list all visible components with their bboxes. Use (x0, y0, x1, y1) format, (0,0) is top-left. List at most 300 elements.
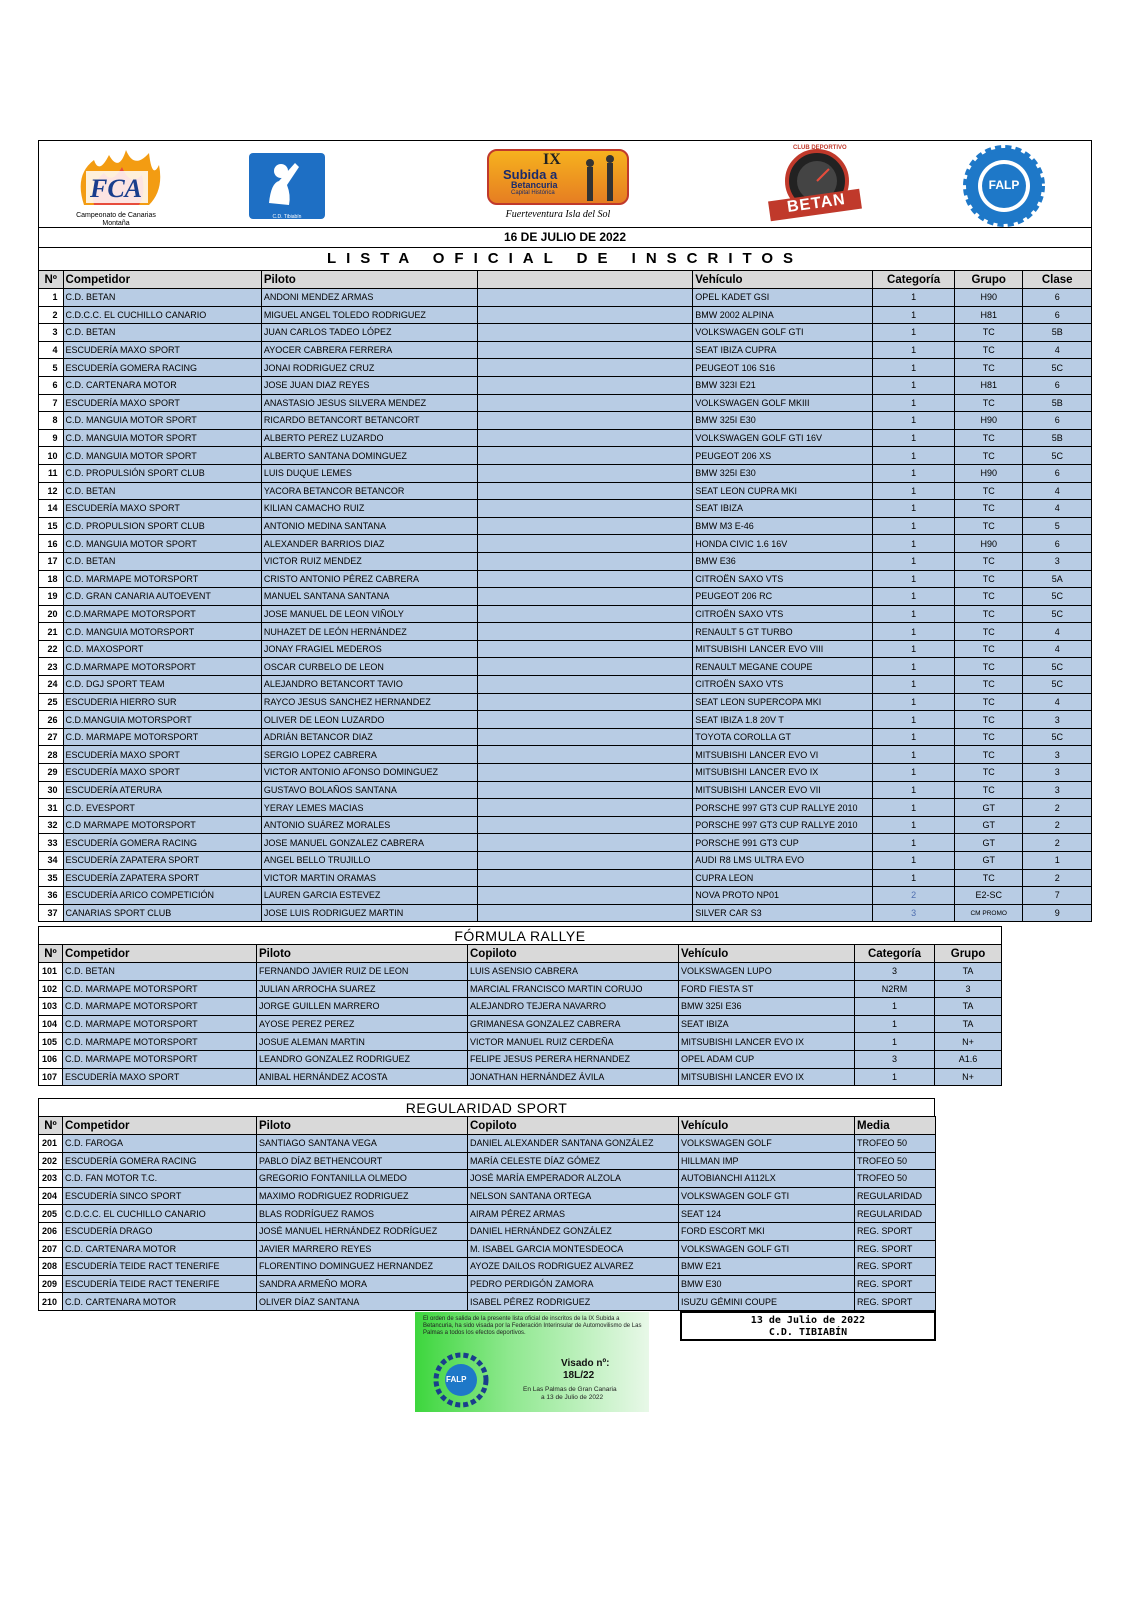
cell-category: 1 (873, 623, 955, 641)
cell-number: 203 (39, 1170, 63, 1188)
cell-class: 6 (1023, 535, 1092, 553)
cell-blank (477, 482, 693, 500)
table-row (39, 799, 1092, 817)
cell-pilot: ALEXANDER BARRIOS DIAZ (261, 535, 477, 553)
cell-group: TC (954, 500, 1022, 518)
table-row (39, 1152, 936, 1170)
header-pilot: Piloto (257, 1117, 468, 1135)
cell-category: 1 (873, 869, 955, 887)
cell-competitor: C.D. MANGUIA MOTOR SPORT (63, 412, 261, 430)
cell-category: 1 (873, 394, 955, 412)
cell-competitor: C.D. EVESPORT (63, 799, 261, 817)
cell-number: 205 (39, 1205, 63, 1223)
cell-media: REGULARIDAD (855, 1187, 936, 1205)
cell-category: 1 (873, 412, 955, 430)
cell-category: 1 (873, 570, 955, 588)
cell-number: 27 (39, 728, 64, 746)
cell-competitor: C.D. MARMAPE MOTORSPORT (63, 1033, 257, 1051)
betan-text: BETAN (786, 190, 847, 217)
event-logo (487, 149, 629, 225)
cell-competitor: C.D. FAROGA (63, 1135, 257, 1153)
cell-group: GT (954, 834, 1022, 852)
cell-competitor: ESCUDERÍA ZAPATERA SPORT (63, 852, 261, 870)
stamp-text: El orden de salida de la presente lista oficial de inscritos de la IX Subida a Betancuria, ha sido visada por la Federación Interinsular de Automovilismo de Las Palmas a todos los efectos deportivos. (423, 1316, 642, 1336)
cell-number: 22 (39, 640, 64, 658)
header-competitor: Competidor (63, 945, 257, 963)
table-row (39, 728, 1092, 746)
cell-copilot: LUIS ASENSIO CABRERA (468, 963, 679, 981)
cell-blank (477, 429, 693, 447)
cell-pilot: BLAS RODRÍGUEZ RAMOS (257, 1205, 468, 1223)
table-row (39, 552, 1092, 570)
cell-group: TC (954, 676, 1022, 694)
fca-letters: FCA (90, 174, 143, 203)
cell-copilot: NELSON SANTANA ORTEGA (468, 1187, 679, 1205)
cell-pilot: ALBERTO PEREZ LUZARDO (261, 429, 477, 447)
cell-vehicle: RENAULT MEGANE COUPE (693, 658, 873, 676)
cell-copilot: MARCIAL FRANCISCO MARTIN CORUJO (468, 980, 679, 998)
event-line2: Subida a (503, 167, 558, 182)
cell-vehicle: AUDI R8 LMS ULTRA EVO (693, 852, 873, 870)
cell-competitor: ESCUDERÍA MAXO SPORT (63, 341, 261, 359)
falp-text: FALP (988, 178, 1020, 192)
cell-category: 1 (873, 658, 955, 676)
cell-number: 206 (39, 1222, 63, 1240)
cell-vehicle: BMW E36 (693, 552, 873, 570)
cell-number: 23 (39, 658, 64, 676)
cell-group: A1.6 (935, 1050, 1002, 1068)
cell-pilot: ANIBAL HERNÁNDEZ ACOSTA (257, 1068, 468, 1086)
cell-media: REGULARIDAD (855, 1205, 936, 1223)
cell-blank (477, 306, 693, 324)
cell-class: 3 (1023, 764, 1092, 782)
cell-vehicle: VOLKSWAGEN GOLF MKIII (693, 394, 873, 412)
table-row (39, 1033, 1002, 1051)
cell-competitor: C.D.C.C. EL CUCHILLO CANARIO (63, 1205, 257, 1223)
cell-vehicle: HONDA CIVIC 1.6 16V (693, 535, 873, 553)
cell-pilot: LEANDRO GONZALEZ RODRIGUEZ (257, 1050, 468, 1068)
cell-group: TA (935, 998, 1002, 1016)
header-media: Media (855, 1117, 936, 1135)
cell-pilot: NUHAZET DE LEÓN HERNÁNDEZ (261, 623, 477, 641)
cell-group: TC (954, 588, 1022, 606)
cell-category: 1 (873, 376, 955, 394)
cell-copilot: DANIEL HERNÁNDEZ GONZÁLEZ (468, 1222, 679, 1240)
cell-class: 4 (1023, 693, 1092, 711)
cell-competitor: ESCUDERÍA MAXO SPORT (63, 746, 261, 764)
cell-vehicle: MITSUBISHI LANCER EVO IX (693, 764, 873, 782)
table-row (39, 394, 1092, 412)
cell-competitor: ESCUDERÍA MAXO SPORT (63, 1068, 257, 1086)
cell-media: REG. SPORT (855, 1275, 936, 1293)
logo-strip (38, 140, 1092, 228)
cell-vehicle: SEAT IBIZA 1.8 20V T (693, 711, 873, 729)
header-number: Nº (39, 1117, 63, 1135)
cell-number: 28 (39, 746, 64, 764)
cell-pilot: JOSE LUIS RODRIGUEZ MARTIN (261, 904, 477, 922)
cell-group: TC (954, 658, 1022, 676)
event-tagline: Fuerteventura Isla del Sol (505, 209, 611, 220)
event-date: 16 DE JULIO DE 2022 (38, 228, 1092, 248)
cell-group: TC (954, 429, 1022, 447)
cell-class: 3 (1023, 552, 1092, 570)
cell-pilot: JUAN CARLOS TADEO LÓPEZ (261, 324, 477, 342)
cell-category: 1 (873, 359, 955, 377)
cell-vehicle: NOVA PROTO NP01 (693, 887, 873, 905)
cell-category: 3 (855, 1050, 935, 1068)
cell-class: 5B (1023, 429, 1092, 447)
cell-pilot: JONAI RODRIGUEZ CRUZ (261, 359, 477, 377)
cell-blank (477, 676, 693, 694)
cell-pilot: AYOSE PEREZ PEREZ (257, 1015, 468, 1033)
cell-competitor: ESCUDERÍA GOMERA RACING (63, 359, 261, 377)
cell-pilot: VICTOR ANTONIO AFONSO DOMINGUEZ (261, 764, 477, 782)
cell-vehicle: VOLKSWAGEN GOLF GTI (693, 324, 873, 342)
cell-competitor: C.D. DGJ SPORT TEAM (63, 676, 261, 694)
cell-copilot: PEDRO PERDIGÓN ZAMORA (468, 1275, 679, 1293)
cell-pilot: JOSUE ALEMAN MARTIN (257, 1033, 468, 1051)
cell-number: 21 (39, 623, 64, 641)
cell-competitor: C.D. MANGUIA MOTOR SPORT (63, 447, 261, 465)
cell-category: 1 (873, 306, 955, 324)
cell-number: 35 (39, 869, 64, 887)
header-blank (477, 271, 693, 289)
header-competitor: Competidor (63, 1117, 257, 1135)
cell-pilot: MANUEL SANTANA SANTANA (261, 588, 477, 606)
cell-group: H90 (954, 289, 1022, 307)
cell-pilot: OSCAR CURBELO DE LEON (261, 658, 477, 676)
cell-class: 5B (1023, 324, 1092, 342)
cell-number: 4 (39, 341, 64, 359)
cell-blank (477, 869, 693, 887)
betan-ring-text: CLUB DEPORTIVO (793, 145, 847, 151)
cell-category: 1 (855, 1015, 935, 1033)
cell-competitor: ESCUDERÍA ARICO COMPETICIÓN (63, 887, 261, 905)
tibiabin-logo (249, 153, 325, 219)
cell-number: 10 (39, 447, 64, 465)
cell-vehicle: SEAT IBIZA CUPRA (693, 341, 873, 359)
cell-number: 24 (39, 676, 64, 694)
cell-competitor: ESCUDERÍA ZAPATERA SPORT (63, 869, 261, 887)
cell-competitor: C.D MARMAPE MOTORSPORT (63, 816, 261, 834)
cell-blank (477, 623, 693, 641)
cell-competitor: C.D. CARTENARA MOTOR (63, 376, 261, 394)
cell-vehicle: OPEL KADET GSI (693, 289, 873, 307)
cell-blank (477, 781, 693, 799)
table-row (39, 588, 1092, 606)
cell-category: 1 (855, 1068, 935, 1086)
table-row (39, 998, 1002, 1016)
main-header-row (39, 271, 1092, 289)
cell-class: 6 (1023, 376, 1092, 394)
cell-number: 29 (39, 764, 64, 782)
cell-class: 5A (1023, 570, 1092, 588)
cell-blank (477, 852, 693, 870)
cell-vehicle: AUTOBIANCHI A112LX (679, 1170, 855, 1188)
cell-pilot: VICTOR RUIZ MENDEZ (261, 552, 477, 570)
cell-competitor: C.D. MARMAPE MOTORSPORT (63, 998, 257, 1016)
cell-class: 5C (1023, 658, 1092, 676)
cell-group: GT (954, 799, 1022, 817)
cell-number: 209 (39, 1275, 63, 1293)
cell-group: H81 (954, 376, 1022, 394)
cell-class: 4 (1023, 500, 1092, 518)
cell-blank (477, 376, 693, 394)
cell-competitor: ESCUDERÍA SINCO SPORT (63, 1187, 257, 1205)
cell-vehicle: PEUGEOT 206 XS (693, 447, 873, 465)
table-row (39, 904, 1092, 922)
cell-group: H90 (954, 535, 1022, 553)
cell-vehicle: PORSCHE 997 GT3 CUP RALLYE 2010 (693, 816, 873, 834)
cell-class: 3 (1023, 746, 1092, 764)
cell-vehicle: SILVER CAR S3 (693, 904, 873, 922)
table-row (39, 781, 1092, 799)
cell-pilot: RICARDO BETANCORT BETANCORT (261, 412, 477, 430)
cell-group: 3 (935, 980, 1002, 998)
cell-category: 1 (855, 998, 935, 1016)
cell-blank (477, 640, 693, 658)
cell-group: TC (954, 711, 1022, 729)
cell-class: 6 (1023, 412, 1092, 430)
cell-blank (477, 570, 693, 588)
header-pilot: Piloto (257, 945, 468, 963)
table-row (39, 1258, 936, 1276)
cell-pilot: JULIAN ARROCHA SUAREZ (257, 980, 468, 998)
formula-header-row (39, 945, 1002, 963)
cell-competitor: C.D. BETAN (63, 482, 261, 500)
page-title: LISTA OFICIAL DE INSCRITOS (38, 248, 1092, 270)
cell-group: TC (954, 781, 1022, 799)
cell-competitor: C.D. BETAN (63, 552, 261, 570)
header-group: Grupo (954, 271, 1022, 289)
table-row (39, 1068, 1002, 1086)
header-vehicle: Vehículo (693, 271, 873, 289)
regularidad-title: REGULARIDAD SPORT (38, 1098, 935, 1116)
cell-group: TC (954, 640, 1022, 658)
formula-title: FÓRMULA RALLYE (38, 926, 1002, 944)
cell-class: 7 (1023, 887, 1092, 905)
cell-group: TC (954, 359, 1022, 377)
cell-vehicle: SEAT IBIZA (693, 500, 873, 518)
cell-competitor: ESCUDERÍA TEIDE RACT TENERIFE (63, 1258, 257, 1276)
cell-media: REG. SPORT (855, 1222, 936, 1240)
cell-number: 210 (39, 1293, 63, 1311)
cell-vehicle: BMW 325I E30 (693, 412, 873, 430)
cell-number: 36 (39, 887, 64, 905)
cell-category: 1 (873, 852, 955, 870)
cell-category: 1 (855, 1033, 935, 1051)
cell-pilot: LUIS DUQUE LEMES (261, 464, 477, 482)
cell-vehicle: ISUZU GÉMINI COUPE (679, 1293, 855, 1311)
cell-number: 18 (39, 570, 64, 588)
cell-number: 16 (39, 535, 64, 553)
cell-category: 1 (873, 781, 955, 799)
cell-category: 1 (873, 711, 955, 729)
cell-pilot: ADRIÁN BETANCOR DIAZ (261, 728, 477, 746)
header-competitor: Competidor (63, 271, 261, 289)
cell-class: 2 (1023, 834, 1092, 852)
cell-category: 1 (873, 464, 955, 482)
cell-class: 5 (1023, 517, 1092, 535)
cell-competitor: ESCUDERÍA MAXO SPORT (63, 500, 261, 518)
cell-group: TC (954, 570, 1022, 588)
event-number: IX (543, 151, 561, 168)
cell-class: 5C (1023, 588, 1092, 606)
header-pilot: Piloto (261, 271, 477, 289)
cell-blank (477, 693, 693, 711)
cell-competitor: C.D. PROPULSION SPORT CLUB (63, 517, 261, 535)
tibiabin-caption: C.D. Tibiabín (272, 214, 302, 220)
cell-vehicle: OPEL ADAM CUP (679, 1050, 855, 1068)
cell-class: 5C (1023, 676, 1092, 694)
cell-number: 15 (39, 517, 64, 535)
cell-competitor: ESCUDERIA HIERRO SUR (63, 693, 261, 711)
cell-number: 20 (39, 605, 64, 623)
cell-class: 6 (1023, 289, 1092, 307)
cell-vehicle: MITSUBISHI LANCER EVO IX (679, 1068, 855, 1086)
cell-vehicle: CITROËN SAXO VTS (693, 605, 873, 623)
cell-competitor: C.D. MANGUIA MOTOR SPORT (63, 429, 261, 447)
fca-logo (64, 145, 168, 227)
table-row (39, 711, 1092, 729)
table-row (39, 834, 1092, 852)
cell-pilot: ALEJANDRO BETANCORT TAVIO (261, 676, 477, 694)
regularidad-section (38, 1098, 936, 1311)
cell-class: 3 (1023, 711, 1092, 729)
cell-pilot: JAVIER MARRERO REYES (257, 1240, 468, 1258)
table-row (39, 676, 1092, 694)
cell-number: 8 (39, 412, 64, 430)
cell-number: 3 (39, 324, 64, 342)
cell-group: N+ (935, 1068, 1002, 1086)
cell-category: 1 (873, 341, 955, 359)
visado-number: 18L/22 (563, 1370, 595, 1381)
cell-class: 1 (1023, 852, 1092, 870)
cell-competitor: ESCUDERÍA MAXO SPORT (63, 394, 261, 412)
cell-category: 1 (873, 588, 955, 606)
cell-class: 6 (1023, 306, 1092, 324)
cell-blank (477, 764, 693, 782)
cell-media: TROFEO 50 (855, 1152, 936, 1170)
cell-group: TC (954, 623, 1022, 641)
cell-competitor: C.D. PROPULSIÓN SPORT CLUB (63, 464, 261, 482)
cell-copilot: AYOZE DAILOS RODRIGUEZ ALVAREZ (468, 1258, 679, 1276)
regularidad-header-row (39, 1117, 936, 1135)
cell-class: 2 (1023, 816, 1092, 834)
cell-vehicle: HILLMAN IMP (679, 1152, 855, 1170)
cell-copilot: MARÍA CELESTE DÍAZ GÓMEZ (468, 1152, 679, 1170)
cell-class: 4 (1023, 482, 1092, 500)
cell-pilot: JOSE MANUEL GONZALEZ CABRERA (261, 834, 477, 852)
table-row (39, 980, 1002, 998)
cell-media: TROFEO 50 (855, 1170, 936, 1188)
table-row (39, 1015, 1002, 1033)
header-copilot: Copiloto (468, 1117, 679, 1135)
cell-competitor: C.D.MARMAPE MOTORSPORT (63, 605, 261, 623)
cell-vehicle: VOLKSWAGEN GOLF GTI (679, 1187, 855, 1205)
cell-group: TC (954, 482, 1022, 500)
cell-vehicle: SEAT 124 (679, 1205, 855, 1223)
cell-number: 101 (39, 963, 63, 981)
cell-group: N+ (935, 1033, 1002, 1051)
cell-number: 9 (39, 429, 64, 447)
cell-group: E2-SC (954, 887, 1022, 905)
cell-class: 9 (1023, 904, 1092, 922)
cell-vehicle: BMW E30 (679, 1275, 855, 1293)
cell-blank (477, 904, 693, 922)
cell-blank (477, 517, 693, 535)
cell-competitor: C.D. MARMAPE MOTORSPORT (63, 728, 261, 746)
cell-pilot: JOSE JUAN DIAZ REYES (261, 376, 477, 394)
table-row (39, 464, 1092, 482)
cell-category: 2 (873, 887, 955, 905)
cell-vehicle: TOYOTA COROLLA GT (693, 728, 873, 746)
cell-pilot: ANTONIO MEDINA SANTANA (261, 517, 477, 535)
cell-number: 11 (39, 464, 64, 482)
cell-copilot: JOSÉ MARÍA EMPERADOR ALZOLA (468, 1170, 679, 1188)
table-row (39, 764, 1092, 782)
cell-blank (477, 394, 693, 412)
federation-stamp (415, 1312, 649, 1412)
cell-group: TC (954, 394, 1022, 412)
cell-vehicle: SEAT LEON SUPERCOPA MKI (693, 693, 873, 711)
cell-category: 1 (873, 693, 955, 711)
cell-pilot: YERAY LEMES MACIAS (261, 799, 477, 817)
table-row (39, 963, 1002, 981)
signature-date: 13 de Julio de 2022 (750, 1315, 866, 1326)
table-row (39, 746, 1092, 764)
cell-pilot: FLORENTINO DOMINGUEZ HERNANDEZ (257, 1258, 468, 1276)
cell-blank (477, 289, 693, 307)
table-row (39, 289, 1092, 307)
cell-pilot: VICTOR MARTIN ORAMAS (261, 869, 477, 887)
cell-competitor: ESCUDERÍA GOMERA RACING (63, 1152, 257, 1170)
cell-class: 5C (1023, 359, 1092, 377)
cell-category: 1 (873, 429, 955, 447)
table-row (39, 376, 1092, 394)
cell-number: 5 (39, 359, 64, 377)
cell-number: 33 (39, 834, 64, 852)
cell-number: 14 (39, 500, 64, 518)
cell-group: TC (954, 693, 1022, 711)
cell-competitor: C.D. BETAN (63, 324, 261, 342)
cell-blank (477, 552, 693, 570)
fca-flame-icon (64, 145, 168, 207)
cell-category: 1 (873, 500, 955, 518)
cell-media: TROFEO 50 (855, 1135, 936, 1153)
cell-pilot: JOSÉ MANUEL HERNÁNDEZ RODRÍGUEZ (257, 1222, 468, 1240)
cell-group: CM PROMO (954, 904, 1022, 922)
cell-group: TC (954, 447, 1022, 465)
header-group: Grupo (935, 945, 1002, 963)
cell-blank (477, 341, 693, 359)
cell-class: 5B (1023, 394, 1092, 412)
cell-vehicle: MITSUBISHI LANCER EVO VIII (693, 640, 873, 658)
cell-vehicle: VOLKSWAGEN LUPO (679, 963, 855, 981)
table-row (39, 1240, 936, 1258)
cell-number: 103 (39, 998, 63, 1016)
cell-category: 1 (873, 746, 955, 764)
cell-number: 1 (39, 289, 64, 307)
event-line3: Betancuria (511, 180, 558, 190)
cell-blank (477, 746, 693, 764)
cell-class: 4 (1023, 623, 1092, 641)
cell-group: H90 (954, 412, 1022, 430)
cell-copilot: ISABEL PÉREZ RODRIGUEZ (468, 1293, 679, 1311)
cell-copilot: DANIEL ALEXANDER SANTANA GONZÁLEZ (468, 1135, 679, 1153)
cell-vehicle: BMW M3 E-46 (693, 517, 873, 535)
cell-number: 34 (39, 852, 64, 870)
